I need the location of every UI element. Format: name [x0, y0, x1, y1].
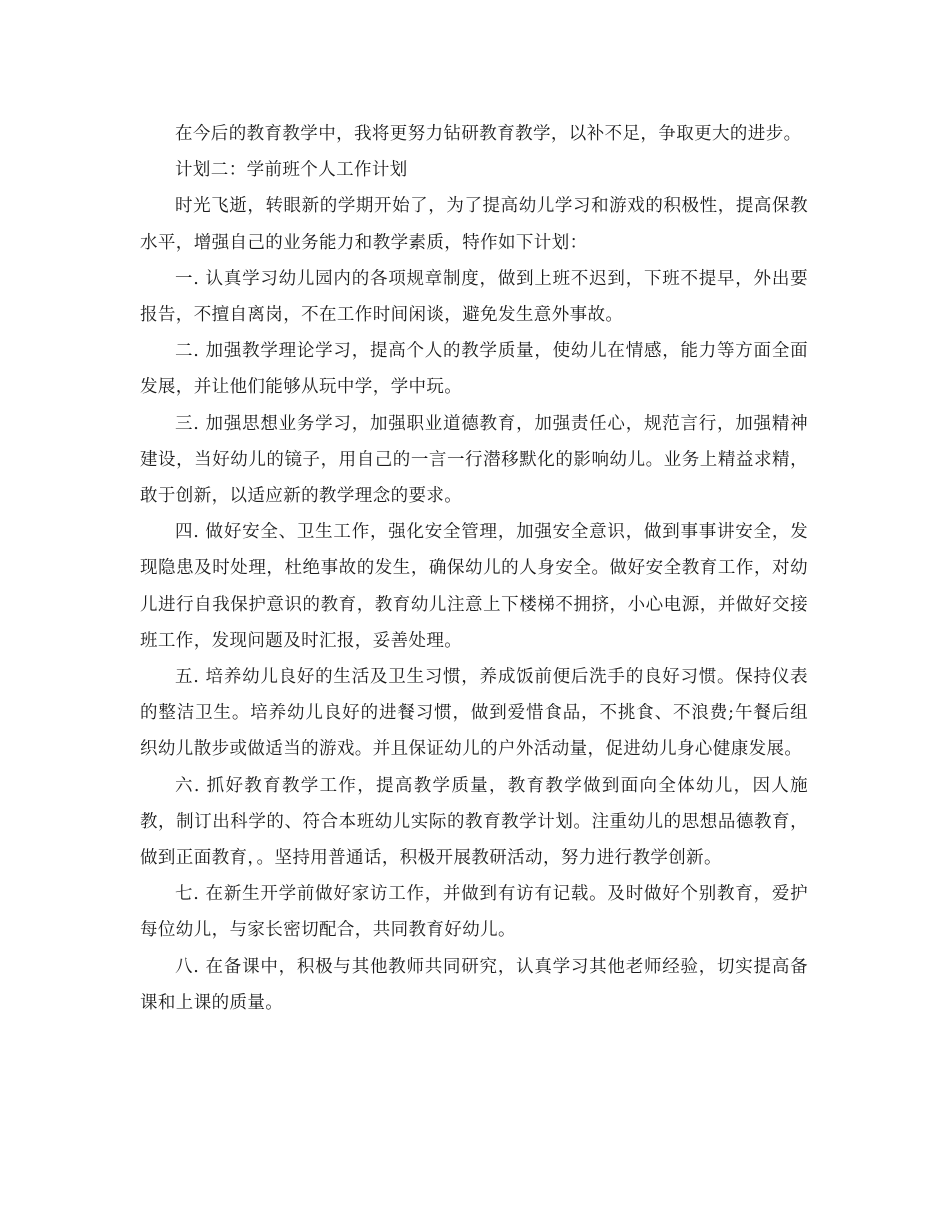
plan-item-7: 七. 在新生开学前做好家访工作，并做到有访有记载。及时做好个别教育，爱护每位幼儿，与家长密切配合，共同教育好幼儿。	[140, 884, 808, 941]
plan-item-6: 六. 抓好教育教学工作，提高教学质量，教育教学做到面向全体幼儿，因人施教，制订出科学的、符合本班幼儿实际的教育教学计划。注重幼儿的思想品德教育，做到正面教育，。坚持用普通话，积极开展教研活动，努力进行教学创新。	[140, 775, 808, 869]
paragraph-intro: 时光飞逝，转眼新的学期开始了，为了提高幼儿学习和游戏的积极性，提高保教水平，增强自己的业务能力和教学素质，特作如下计划：	[140, 196, 808, 253]
plan-item-8: 八. 在备课中，积极与其他教师共同研究，认真学习其他老师经验，切实提高备课和上课的质量。	[140, 956, 808, 1013]
paragraph-closing-remark: 在今后的教育教学中，我将更努力钻研教育教学，以补不足，争取更大的进步。	[175, 124, 802, 144]
plan-item-3: 三. 加强思想业务学习，加强职业道德教育，加强责任心，规范言行，加强精神建设，当好幼儿的镜子，用自己的一言一行潜移默化的影响幼儿。业务上精益求精，敢于创新，以适应新的教学理念的要求。	[140, 413, 808, 507]
plan-item-2: 二. 加强教学理论学习，提高个人的教学质量，使幼儿在情感，能力等方面全面发展，并让他们能够从玩中学，学中玩。	[140, 341, 808, 398]
document-body	[140, 116, 808, 1021]
plan-item-1: 一. 认真学习幼儿园内的各项规章制度，做到上班不迟到，下班不提早，外出要报告，不擅自离岗，不在工作时间闲谈，避免发生意外事故。	[140, 268, 808, 326]
plan-item-5: 五. 培养幼儿良好的生活及卫生习惯，养成饭前便后洗手的良好习惯。保持仪表的整洁卫生。培养幼儿良好的进餐习惯，做到爱惜食品，不挑食、不浪费;午餐后组织幼儿散步或做适当的游戏。并且保证幼儿的户外活动量，促进幼儿身心健康发展。	[140, 667, 808, 760]
plan-item-4: 四. 做好安全、卫生工作，强化安全管理，加强安全意识，做到事事讲安全，发现隐患及时处理，杜绝事故的发生，确保幼儿的人身安全。做好安全教育工作，对幼儿进行自我保护意识的教育，教育幼儿注意上下楼梯不拥挤，小心电源，并做好交接班工作，发现问题及时汇报，妥善处理。	[140, 522, 808, 651]
plan-two-heading: 计划二：学前班个人工作计划	[175, 160, 408, 181]
